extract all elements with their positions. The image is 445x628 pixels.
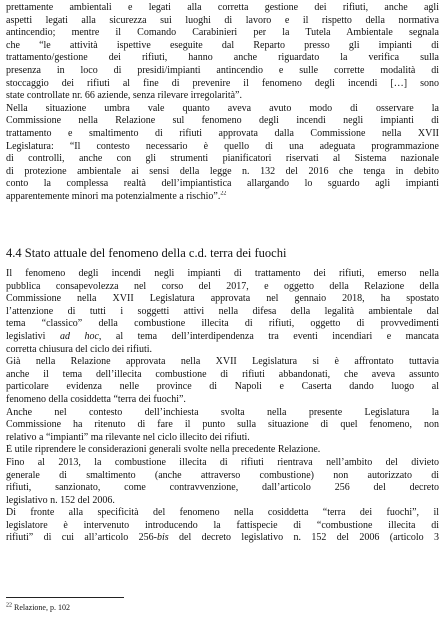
text-line xyxy=(6,419,439,432)
text-line-content: particolare evidenza nelle province di Napoli e Caserta dando luogo al xyxy=(6,381,439,393)
text-line-content: conto la complessa realtà dell’impiantistica allargando lo sguardo agli impianti xyxy=(6,178,439,190)
text-line xyxy=(6,65,439,78)
footnote-text: Relazione, p. 102 xyxy=(14,603,70,612)
text-line-content: fenomeno della cosiddetta “terra dei fuochi”. xyxy=(6,393,186,405)
text-line xyxy=(6,331,439,344)
text-line xyxy=(6,293,439,306)
footnote xyxy=(6,603,70,613)
text-line xyxy=(6,27,439,40)
text-line xyxy=(6,457,439,470)
footnote-number: 22 xyxy=(6,602,12,609)
text-line-content: trattamento e smaltimento di rifiuti approvata dalla Commissione nella XVII xyxy=(6,127,439,139)
text-line-content: Nella situazione umbra vale quanto aveva avuto modo di osservare la xyxy=(6,102,439,114)
text-line xyxy=(6,52,439,65)
text-line-content: Già nella Relazione approvata nella XVII Legislatura si è affrontato tuttavia xyxy=(6,356,439,368)
text-line-content: Di fronte alla specificità del fenomeno nella cosiddetta “terra dei fuochi”, il xyxy=(6,507,439,519)
text-line xyxy=(6,128,439,141)
text-line-content: relativo a “impianti” ma rilevante nel ciclo illecito dei rifiuti. xyxy=(6,431,250,443)
text-line-content: Commissione nella Relazione sul fenomeno degli incendi negli impianti di xyxy=(6,115,439,127)
text-line-content: anche il tema dell’illecita combustione di rifiuti abbandonati, che aveva assunto xyxy=(6,368,439,380)
text-line xyxy=(6,507,439,520)
text-line-content: rifiuti” di cui all’articolo 256-bis del decreto legislativo n. 152 del 2006 (articolo 3 xyxy=(6,532,439,544)
text-line-content: pubblica consapevolezza nel corso del 2017, e oggetto della Relazione della xyxy=(6,280,439,292)
text-line xyxy=(6,153,439,166)
text-line xyxy=(6,407,439,420)
text-line-content: che “le attività ispettive eseguite dal Reparto presso gli impianti di xyxy=(6,39,439,51)
text-line xyxy=(6,369,439,382)
paragraph-block-top xyxy=(6,2,439,204)
text-line xyxy=(6,40,439,53)
text-line-content: di protezione ambientale ai sensi della legge n. 132 del 2016 che tenga in debito xyxy=(6,165,439,177)
text-line xyxy=(6,115,439,128)
footnote-reference: 22 xyxy=(220,190,227,197)
text-line xyxy=(6,141,439,154)
text-line-content: presenza in loco di presidi/impianti antincendio e sulle corrette modalità di xyxy=(6,64,439,76)
text-line xyxy=(6,318,439,331)
text-line-content: antincendio; mentre il Comando Carabinieri per la Tutela Ambientale segnala xyxy=(6,27,439,39)
text-line xyxy=(6,444,439,457)
text-line xyxy=(6,520,439,533)
text-line xyxy=(6,344,439,357)
text-line xyxy=(6,306,439,319)
text-line xyxy=(6,432,439,445)
text-line-content: aspetti legati alla sicurezza sui luoghi di lavoro e il rispetto della normativa xyxy=(6,14,439,26)
text-line-content: state controllate nr. 66 aziende, senza rilevare irregolarità”. xyxy=(6,90,242,102)
text-line-content: Commissione nella XVII Legislatura approvata nel gennaio 2018, ha spostato xyxy=(6,293,439,305)
text-line-content: prettamente ambientali e legati alla corretta gestione dei rifiuti, anche agli xyxy=(6,2,439,13)
text-line-content: legislativo n. 152 del 2006. xyxy=(6,494,115,506)
text-line xyxy=(6,356,439,369)
text-line-content: trattamento/gestione dei rifiuti, hanno anche riguardato la verifica sulla xyxy=(6,52,439,64)
text-line xyxy=(6,381,439,394)
text-line xyxy=(6,482,439,495)
text-line-content: Legislatura: “Il contesto necessario è quello di una adeguata programmazione xyxy=(6,140,439,152)
text-line-content: corretta chiusura del ciclo dei rifiuti. xyxy=(6,343,153,355)
text-line xyxy=(6,281,439,294)
text-line xyxy=(6,178,439,191)
text-line-content: Fino al 2013, la combustione illecita di rifiuti rientrava nell’ambito del divieto xyxy=(6,456,439,468)
text-line xyxy=(6,532,439,545)
text-line-content: Anche nel contesto dell’inchiesta svolta nella presente Legislatura la xyxy=(6,406,439,418)
text-line xyxy=(6,2,439,15)
text-line xyxy=(6,394,439,407)
text-line xyxy=(6,268,439,281)
text-line xyxy=(6,191,439,204)
section-heading: 4.4 Stato attuale del fenomeno della c.d. terra dei fuochi xyxy=(6,246,287,260)
text-line-content: l’attenzione di tutti i soggetti attivi nella difesa della legalità ambientale dal xyxy=(6,305,439,317)
text-line xyxy=(6,103,439,116)
text-line-content: generale di smaltimento (anche attraverso combustione) non autorizzato di xyxy=(6,469,439,481)
footnote-separator xyxy=(6,597,124,598)
text-line-content: Commissione ha ritenuto di fare il punto sulla situazione di quel fenomeno, non xyxy=(6,419,439,431)
text-line-content: Il fenomeno degli incendi negli impianti di trattamento dei rifiuti, emerso nella xyxy=(6,268,439,279)
text-line-content: legislatore è intervenuto introducendo la fattispecie di “combustione illecita di xyxy=(6,519,439,531)
paragraph-block-bottom xyxy=(6,268,439,545)
text-line xyxy=(6,78,439,91)
text-line-content: legislativi ad hoc, al tema dell’interdipendenza tra eventi incendiari e mancata xyxy=(6,330,439,342)
text-line xyxy=(6,495,439,508)
text-line-content: stoccaggio dei rifiuti al fine di prevenire il fenomeno degli incendi […] sono xyxy=(6,77,439,89)
text-line xyxy=(6,470,439,483)
text-line-content: di controlli, anche con gli strumenti pianificatori riservati al Sistema nazionale xyxy=(6,153,439,165)
text-line-content: apparentemente minori ma potenzialmente a rischio”. xyxy=(6,190,221,202)
text-line-content: È utile riprendere le considerazioni generali svolte nella precedente Relazione. xyxy=(6,444,321,456)
text-line xyxy=(6,15,439,28)
text-line-content: tema “classico” della combustione illecita di rifiuti, oggetto di provvedimenti xyxy=(6,318,439,330)
text-line xyxy=(6,166,439,179)
text-line-content: rifiuti, sanzionato, come contravvenzione, dall’articolo 256 del decreto xyxy=(6,482,439,494)
text-line xyxy=(6,90,439,103)
